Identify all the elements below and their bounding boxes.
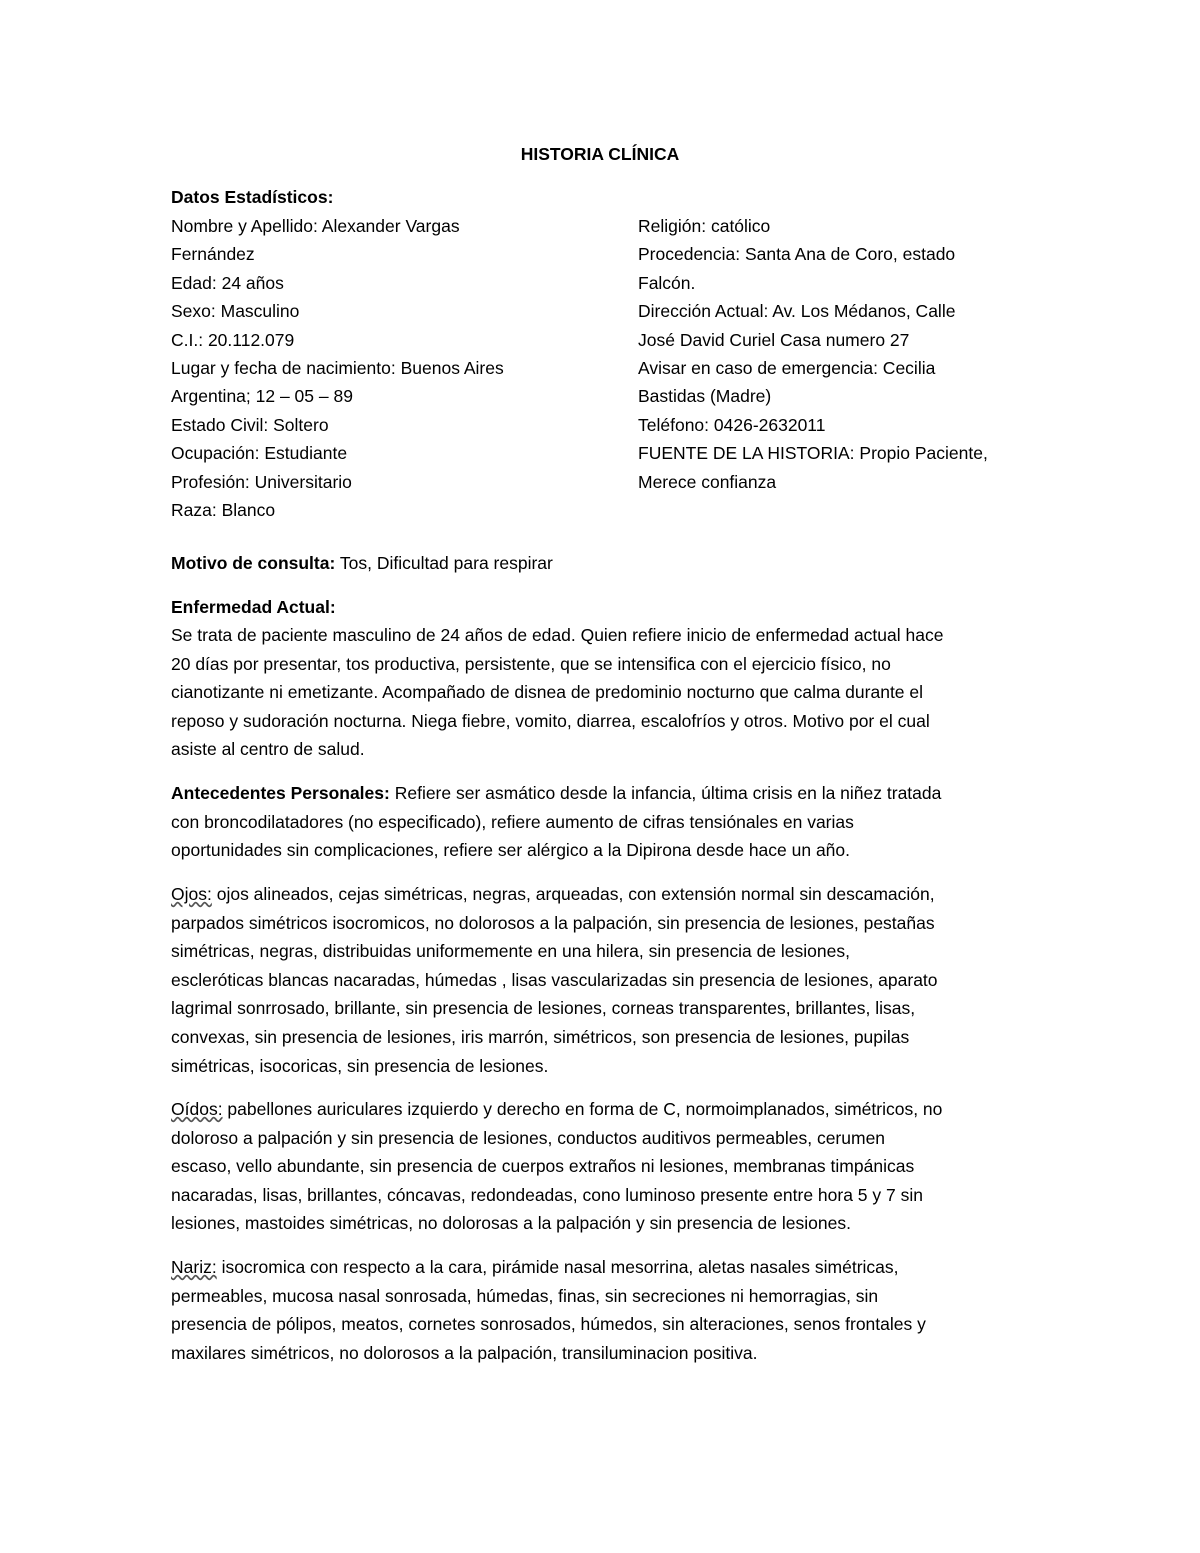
motivo-consulta	[171, 549, 553, 577]
stat-line: Falcón.	[638, 272, 696, 293]
nariz-label: Nariz:	[171, 1257, 217, 1277]
paragraph-line: permeables, mucosa nasal sonrosada, húmedas, finas, sin secreciones ni hemorragias, sin	[171, 1285, 879, 1306]
paragraph-line: oportunidades sin complicaciones, refiere ser alérgico a la Dipirona desde hace un año.	[171, 840, 851, 861]
stats-right-column	[638, 212, 1038, 496]
paragraph-line: simétricas, negras, distribuidas uniformemente en una hilera, sin presencia de lesiones,	[171, 941, 850, 962]
antecedentes-paragraph	[171, 779, 941, 865]
oidos-label: Oídos:	[171, 1099, 223, 1119]
paragraph-line: lesiones, mastoides simétricas, no dolorosas a la palpación y sin presencia de lesiones.	[171, 1213, 851, 1234]
stat-line: C.I.: 20.112.079	[171, 329, 295, 350]
paragraph-line: isocromica con respecto a la cara, pirámide nasal mesorrina, aletas nasales simétricas,	[216, 1257, 899, 1277]
paragraph-line: doloroso a palpación y sin presencia de lesiones, conductos auditivos permeables, cerumen	[171, 1127, 886, 1148]
stat-line: Fernández	[171, 244, 255, 265]
paragraph-line: ojos alineados, cejas simétricas, negras, arqueadas, con extensión normal sin descamación,	[211, 884, 935, 904]
antecedentes-label: Antecedentes Personales:	[171, 783, 390, 803]
paragraph-line: parpados simétricos isocromicos, no dolorosos a la palpación, sin presencia de lesiones, pestañas	[171, 912, 935, 933]
oidos-paragraph	[171, 1095, 942, 1238]
paragraph-line: simétricas, isocoricas, sin presencia de lesiones.	[171, 1055, 549, 1076]
stat-line: Ocupación: Estudiante	[171, 443, 348, 464]
document-title: HISTORIA CLÍNICA	[520, 144, 680, 164]
paragraph-line: cianotizante ni emetizante. Acompañado de disnea de predominio nocturno que calma durante el	[171, 682, 924, 703]
paragraph-line: Refiere ser asmático desde la infancia, última crisis en la niñez tratada	[389, 783, 942, 803]
stats-heading: Datos Estadísticos:	[171, 187, 334, 207]
stat-line: Religión: católico	[638, 216, 771, 236]
stat-line: Argentina; 12 – 05 – 89	[171, 386, 353, 407]
stat-line: Avisar en caso de emergencia: Cecilia	[638, 358, 936, 379]
stat-line: Procedencia: Santa Ana de Coro, estado	[638, 244, 956, 265]
ojos-paragraph	[171, 880, 938, 1080]
paragraph-line: escaso, vello abundante, sin presencia de cuerpos extraños ni lesiones, membranas timpánicas	[171, 1156, 915, 1177]
ojos-label: Ojos:	[171, 884, 212, 904]
motivo-text: Tos, Dificultad para respirar	[335, 553, 553, 573]
paragraph-line: con broncodilatadores (no especificado), refiere aumento de cifras tensiónales en varias	[171, 811, 854, 832]
stat-line: Profesión: Universitario	[171, 471, 352, 492]
paragraph-line: Se trata de paciente masculino de 24 años de edad. Quien refiere inicio de enfermedad actual hace	[171, 625, 944, 645]
paragraph-line: escleróticas blancas nacaradas, húmedas , lisas vascularizadas sin presencia de lesiones, aparato	[171, 969, 938, 990]
stat-line: Raza: Blanco	[171, 500, 276, 521]
stat-line: Merece confianza	[638, 471, 777, 492]
motivo-label: Motivo de consulta:	[171, 553, 336, 573]
stat-line: Lugar y fecha de nacimiento: Buenos Aires	[171, 358, 504, 379]
stat-line: FUENTE DE LA HISTORIA: Propio Paciente,	[638, 443, 988, 464]
paragraph-line: maxilares simétricos, no dolorosos a la palpación, transiluminacion positiva.	[171, 1342, 758, 1363]
enfermedad-paragraph	[171, 621, 943, 764]
stat-line: Edad: 24 años	[171, 272, 284, 293]
enfermedad-heading: Enfermedad Actual:	[171, 597, 336, 617]
paragraph-line: 20 días por presentar, tos productiva, persistente, que se intensifica con el ejercicio físico, no	[171, 653, 891, 674]
paragraph-line: asiste al centro de salud.	[171, 739, 365, 760]
paragraph-line: lagrimal sonrrosado, brillante, sin presencia de lesiones, corneas transparentes, brillantes, lisas,	[171, 998, 916, 1019]
paragraph-line: reposo y sudoración nocturna. Niega fiebre, vomito, diarrea, escalofríos y otros. Motivo por el cual	[171, 710, 930, 731]
paragraph-line: pabellones auriculares izquierdo y derecho en forma de C, normoimplanados, simétricos, no	[222, 1099, 943, 1119]
stat-line: Estado Civil: Soltero	[171, 414, 329, 435]
stat-line: Dirección Actual: Av. Los Médanos, Calle	[638, 301, 956, 322]
stat-line: Bastidas (Madre)	[638, 386, 772, 407]
paragraph-line: presencia de pólipos, meatos, cornetes sonrosados, húmedos, sin alteraciones, senos frontales y	[171, 1314, 926, 1335]
nariz-paragraph	[171, 1253, 926, 1367]
paragraph-line: convexas, sin presencia de lesiones, iris marrón, simétricos, son presencia de lesiones, pupilas	[171, 1026, 910, 1047]
stat-line: José David Curiel Casa numero 27	[638, 329, 910, 350]
stat-line: Sexo: Masculino	[171, 301, 300, 322]
stat-line: Teléfono: 0426-2632011	[638, 414, 826, 435]
stat-line: Nombre y Apellido: Alexander Vargas	[171, 216, 460, 236]
paragraph-line: nacaradas, lisas, brillantes, cóncavas, redondeadas, cono luminoso presente entre hora 5 y 7 sin	[171, 1184, 923, 1205]
stats-left-column	[171, 212, 571, 524]
